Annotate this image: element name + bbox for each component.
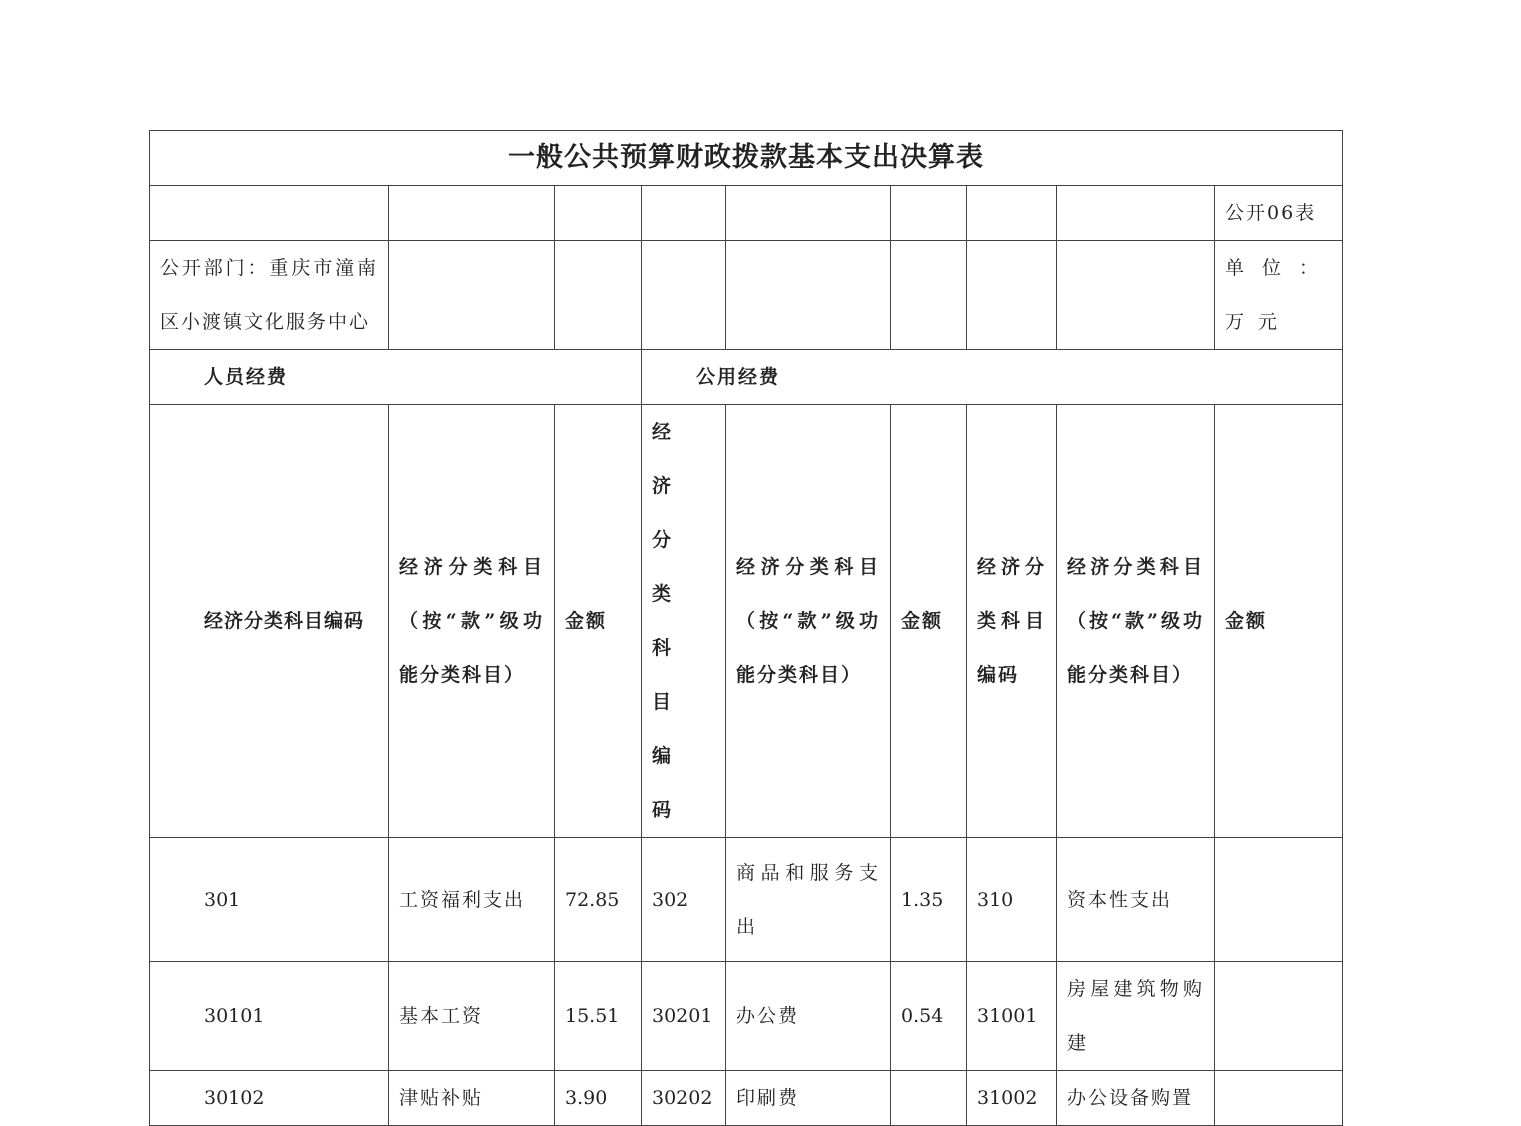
table-row	[150, 838, 1343, 962]
capital-amount	[1215, 962, 1343, 1071]
empty-cell	[1057, 241, 1215, 350]
table-row	[150, 962, 1343, 1071]
empty-cell	[555, 241, 642, 350]
table-number-row	[150, 186, 1343, 241]
group-row	[150, 350, 1343, 405]
personnel-subject: 基本工资	[389, 962, 555, 1071]
capital-amount	[1215, 838, 1343, 962]
personnel-amount: 15.51	[555, 962, 642, 1071]
header-code-public: 经济分类科目编码	[642, 405, 726, 838]
header-amount-capital: 金额	[1215, 405, 1343, 838]
public-code: 302	[642, 838, 726, 962]
personnel-group-label: 人员经费	[150, 350, 642, 405]
table-title: 一般公共预算财政拨款基本支出决算表	[150, 131, 1343, 186]
public-subject: 办公费	[726, 962, 891, 1071]
capital-subject: 房屋建筑物购建	[1057, 962, 1215, 1071]
title-row	[150, 131, 1343, 186]
empty-cell	[967, 241, 1057, 350]
personnel-amount: 3.90	[555, 1071, 642, 1126]
empty-cell	[555, 186, 642, 241]
capital-subject: 资本性支出	[1057, 838, 1215, 962]
unit-label: 单位：万元	[1215, 241, 1343, 350]
header-amount-public: 金额	[891, 405, 967, 838]
column-header-row	[150, 405, 1343, 838]
expenditure-table	[149, 130, 1343, 1126]
empty-cell	[642, 241, 726, 350]
public-amount: 0.54	[891, 962, 967, 1071]
public-group-label: 公用经费	[642, 350, 1343, 405]
empty-cell	[967, 186, 1057, 241]
capital-amount	[1215, 1071, 1343, 1126]
table-row	[150, 1071, 1343, 1126]
public-subject: 商品和服务支出	[726, 838, 891, 962]
department-row	[150, 241, 1343, 350]
public-amount	[891, 1071, 967, 1126]
capital-code: 31002	[967, 1071, 1057, 1126]
header-amount: 金额	[555, 405, 642, 838]
empty-cell	[150, 186, 389, 241]
public-subject: 印刷费	[726, 1071, 891, 1126]
empty-cell	[389, 186, 555, 241]
header-subject: 经济分类科目（按“款”级功能分类科目）	[389, 405, 555, 838]
empty-cell	[891, 241, 967, 350]
empty-cell	[726, 241, 891, 350]
header-code: 经济分类科目编码	[150, 405, 389, 838]
empty-cell	[726, 186, 891, 241]
personnel-subject: 工资福利支出	[389, 838, 555, 962]
public-code: 30201	[642, 962, 726, 1071]
public-amount: 1.35	[891, 838, 967, 962]
empty-cell	[389, 241, 555, 350]
public-code: 30202	[642, 1071, 726, 1126]
personnel-code: 301	[150, 838, 389, 962]
personnel-code: 30102	[150, 1071, 389, 1126]
capital-code: 31001	[967, 962, 1057, 1071]
table-number: 公开06表	[1215, 186, 1343, 241]
personnel-amount: 72.85	[555, 838, 642, 962]
capital-subject: 办公设备购置	[1057, 1071, 1215, 1126]
header-code-capital: 经济分类科目编码	[967, 405, 1057, 838]
capital-code: 310	[967, 838, 1057, 962]
personnel-subject: 津贴补贴	[389, 1071, 555, 1126]
empty-cell	[1057, 186, 1215, 241]
empty-cell	[891, 186, 967, 241]
header-subject-public: 经济分类科目（按“款”级功能分类科目）	[726, 405, 891, 838]
department-name: 公开部门：重庆市潼南区小渡镇文化服务中心	[150, 241, 389, 350]
personnel-code: 30101	[150, 962, 389, 1071]
header-subject-capital: 经济分类科目（按“款”级功能分类科目）	[1057, 405, 1215, 838]
empty-cell	[642, 186, 726, 241]
